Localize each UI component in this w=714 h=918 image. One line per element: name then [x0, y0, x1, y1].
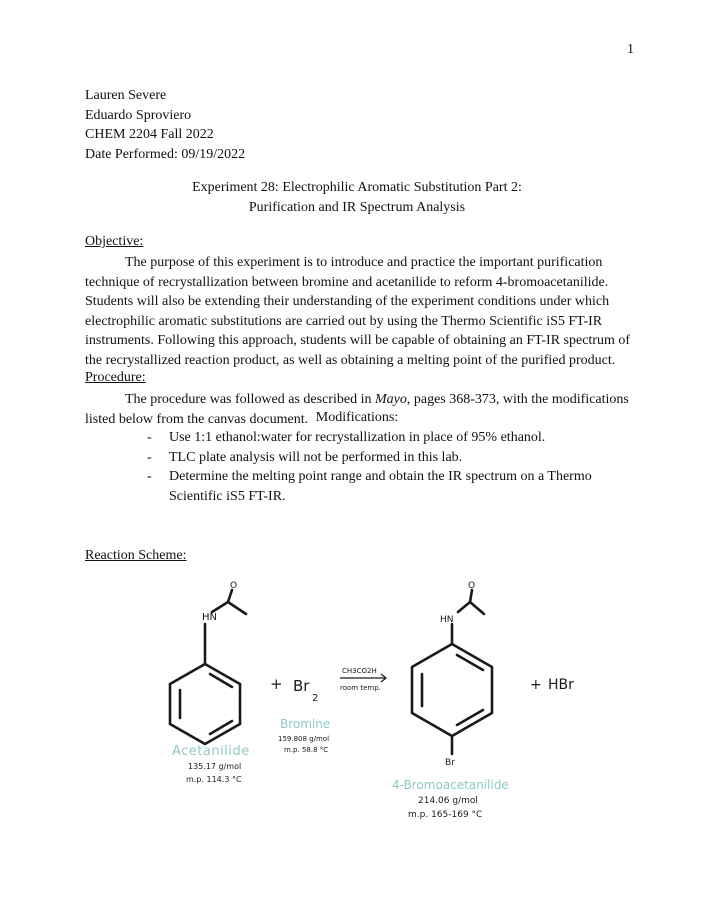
conditions-top: CH3CO2H — [342, 667, 377, 675]
author-name: Lauren Severe — [85, 88, 167, 103]
plus-sign: + — [270, 675, 283, 693]
bromoacetanilide-br-label: Br — [445, 758, 455, 768]
title-line-1: Experiment 28: Electrophilic Aromatic Substitution Part 2: — [192, 180, 522, 195]
procedure-text-after: , pages 368-373, with the modifications listed below from the canvas document. — [85, 392, 629, 427]
author-header — [85, 86, 245, 164]
conditions-bottom: room temp. — [340, 684, 381, 692]
reaction-scheme-heading: Reaction Scheme: — [85, 548, 187, 563]
list-item — [147, 467, 607, 506]
acetanilide-mp: m.p. 114.3 °C — [186, 775, 242, 784]
list-item — [147, 428, 607, 448]
document-title — [0, 178, 714, 217]
acetanilide-mw: 135.17 g/mol — [188, 762, 242, 771]
bromoacetanilide-name: 4-Bromoacetanilide — [392, 778, 509, 792]
objective-text: The purpose of this experiment is to introduce and practice the important purification technique of recrystallization between bromine and acetanilide to reform 4-bromoacetanilide. Students will also be extending their understanding of the experiment conditions under which electrophilic aromatic substitutions are carried out by using the Thermo Scientific iS5 FT-IR instruments. Following this approach, students will be capable of obtaining an FT-IR spectrum of the recrystallized reaction product, as well as obtaining a melting point of the purified product. — [85, 255, 631, 368]
modifications-label: Modifications: — [315, 410, 399, 425]
bromoacetanilide-nh-label: HN — [440, 615, 454, 625]
bromine-mp: m.p. 58.8 °C — [284, 746, 329, 754]
list-bullet: - — [147, 469, 152, 484]
reaction-arrow — [340, 674, 386, 682]
plus-sign: + — [530, 677, 542, 693]
list-bullet: - — [147, 449, 152, 465]
reaction-scheme-drawing — [150, 578, 610, 828]
bromine-subscript: 2 — [312, 693, 319, 704]
modifications-list — [147, 428, 607, 506]
bromoacetanilide-o-label: O — [468, 581, 476, 591]
title-line-2: Purification and IR Spectrum Analysis — [248, 199, 466, 215]
procedure-text-italic: Mayo — [374, 392, 407, 407]
bromine-mw: 159.808 g/mol — [278, 735, 330, 743]
bromine-formula: Br — [293, 677, 310, 695]
bromoacetanilide-mw: 214.06 g/mol — [418, 796, 478, 806]
list-item — [147, 448, 607, 468]
acetanilide-name: Acetanilide — [172, 744, 250, 759]
objective-heading: Objective: — [85, 234, 144, 249]
bromoacetanilide-mp: m.p. 165-169 °C — [408, 810, 483, 820]
date-performed: Date Performed: 09/19/2022 — [85, 146, 246, 162]
modification-text: TLC plate analysis will not be performed in this lab. — [169, 449, 463, 465]
procedure-heading: Procedure: — [85, 370, 146, 385]
bromine-name: Bromine — [280, 717, 331, 731]
partner-name: Eduardo Sproviero — [85, 107, 192, 123]
page-number: 1 — [627, 42, 634, 57]
acetanilide-o-label: O — [230, 581, 238, 591]
acetanilide-nh-label: HN — [202, 612, 217, 623]
modification-text: Use 1:1 ethanol:water for recrystallization in place of 95% ethanol. — [169, 430, 546, 445]
list-bullet: - — [147, 430, 152, 445]
objective-paragraph — [85, 253, 633, 371]
benzene-ring — [412, 644, 492, 736]
procedure-text-before: The procedure was followed as described in — [125, 392, 375, 407]
course-name: CHEM 2204 Fall 2022 — [85, 127, 214, 142]
hbr-formula: HBr — [548, 677, 574, 693]
modification-text: Determine the melting point range and obtain the IR spectrum on a Thermo Scientific iS5 FT-IR. — [169, 469, 592, 504]
